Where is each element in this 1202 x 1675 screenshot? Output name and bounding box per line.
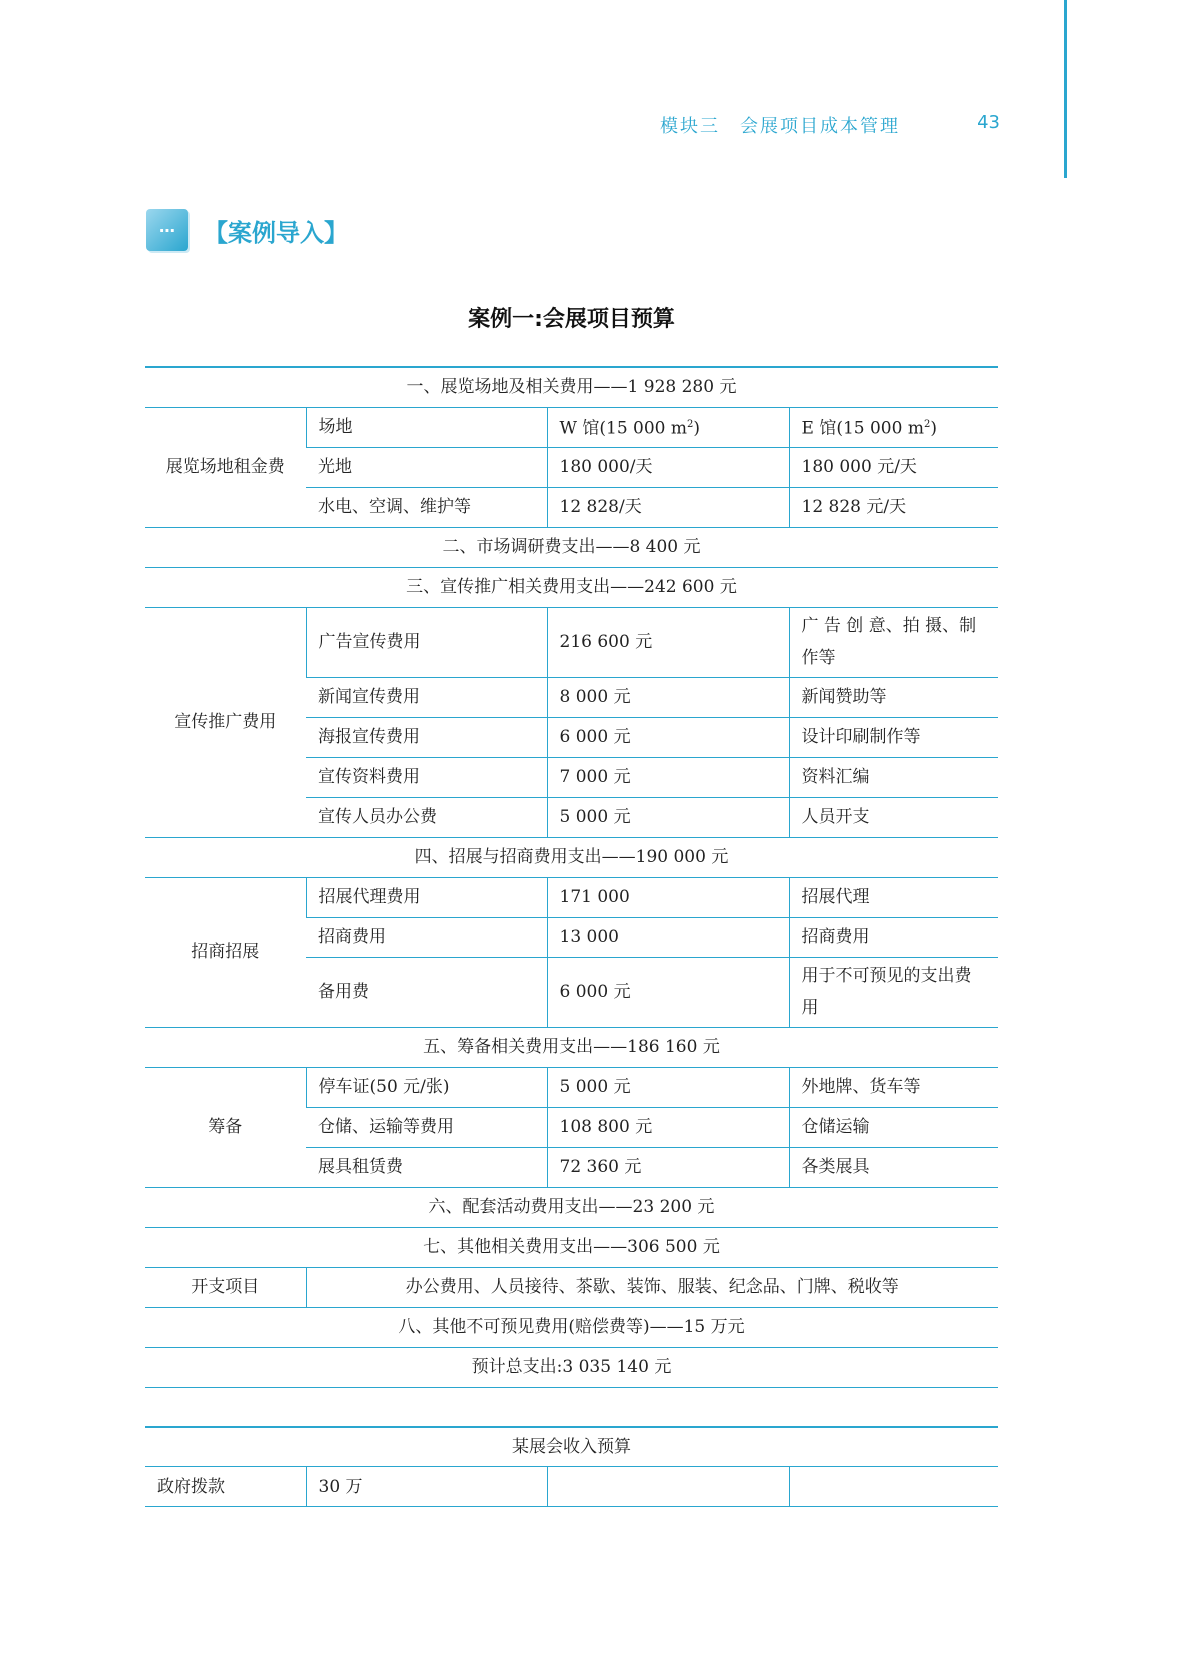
item-cell: 光地: [306, 447, 547, 487]
table-row: [145, 407, 998, 447]
document-title: 案例一:会展项目预算: [468, 307, 675, 332]
section-row: [145, 1347, 998, 1387]
amount-cell: 7 000 元: [547, 757, 789, 797]
section-row: [145, 1027, 998, 1067]
item-cell: 宣传资料费用: [306, 757, 547, 797]
e-hall-cell: 12 828 元/天: [789, 487, 998, 527]
page-edge-line: [1064, 0, 1067, 178]
item-cell: 停车证(50 元/张): [306, 1067, 547, 1107]
item-cell: 政府拨款: [145, 1467, 306, 1507]
item-cell: 场地: [306, 407, 547, 447]
e-hall-cell: E 馆(15 000 $m^2$): [789, 407, 998, 447]
group-label: 筹备: [145, 1067, 306, 1187]
amount-cell: 6 000 元: [547, 717, 789, 757]
amount-cell: 13 000: [547, 917, 789, 957]
section-other: 七、其他相关费用支出——306 500 元: [145, 1227, 998, 1267]
section-row: [145, 1427, 998, 1467]
page-number: 43: [977, 112, 1000, 133]
group-label: 招商招展: [145, 877, 306, 1027]
expense-content: 办公费用、人员接待、茶歇、装饰、服装、纪念品、门牌、税收等: [306, 1267, 998, 1307]
amount-cell: 5 000 元: [547, 1067, 789, 1107]
section-venue: 一、展览场地及相关费用——1 928 280 元: [145, 367, 998, 407]
amount-cell: 171 000: [547, 877, 789, 917]
table-row: [145, 877, 998, 917]
section-row: [145, 1187, 998, 1227]
item-cell: 新闻宣传费用: [306, 677, 547, 717]
note-cell: 招展代理: [789, 877, 998, 917]
income-table: [145, 1426, 998, 1507]
case-intro-icon: ⋯: [146, 209, 188, 251]
note-cell: 资料汇编: [789, 757, 998, 797]
table-row: [145, 607, 998, 677]
group-label: 宣传推广费用: [145, 607, 306, 837]
section-promo: 三、宣传推广相关费用支出——242 600 元: [145, 567, 998, 607]
case-intro-heading: [146, 208, 348, 252]
amount-cell: 30 万: [306, 1467, 547, 1507]
total-row: 预计总支出:3 035 140 元: [145, 1347, 998, 1387]
blank-row: [145, 1387, 998, 1427]
empty-cell: [789, 1467, 998, 1507]
section-row: [145, 1307, 998, 1347]
item-cell: 宣传人员办公费: [306, 797, 547, 837]
note-cell: 外地牌、货车等: [789, 1067, 998, 1107]
amount-cell: 216 600 元: [547, 607, 789, 677]
section-invest: 四、招展与招商费用支出——190 000 元: [145, 837, 998, 877]
item-cell: 招商费用: [306, 917, 547, 957]
note-cell: 用于不可预见的支出费用: [789, 957, 998, 1027]
table-row: [145, 1267, 998, 1307]
empty-cell: [547, 1467, 789, 1507]
item-cell: 广告宣传费用: [306, 607, 547, 677]
section-activities: 六、配套活动费用支出——23 200 元: [145, 1187, 998, 1227]
note-cell: 新闻赞助等: [789, 677, 998, 717]
note-cell: 设计印刷制作等: [789, 717, 998, 757]
section-research: 二、市场调研费支出——8 400 元: [145, 527, 998, 567]
note-cell: 广 告 创 意、拍 摄、制作等: [789, 607, 998, 677]
amount-cell: 8 000 元: [547, 677, 789, 717]
note-cell: 各类展具: [789, 1147, 998, 1187]
amount-cell: 108 800 元: [547, 1107, 789, 1147]
budget-table: [145, 366, 998, 1428]
table-row: [145, 1067, 998, 1107]
w-hall-cell: 180 000/天: [547, 447, 789, 487]
amount-cell: 5 000 元: [547, 797, 789, 837]
e-hall-cell: 180 000 元/天: [789, 447, 998, 487]
item-cell: 仓储、运输等费用: [306, 1107, 547, 1147]
case-intro-label: 【案例导入】: [204, 218, 348, 247]
amount-cell: 6 000 元: [547, 957, 789, 1027]
item-cell: 招展代理费用: [306, 877, 547, 917]
w-hall-cell: 12 828/天: [547, 487, 789, 527]
item-cell: 展具租赁费: [306, 1147, 547, 1187]
section-row: [145, 367, 998, 407]
blank-cell: [145, 1387, 998, 1427]
section-row: [145, 837, 998, 877]
group-label: 展览场地租金费: [145, 407, 306, 527]
income-title: 某展会收入预算: [145, 1427, 998, 1467]
section-row: [145, 1227, 998, 1267]
w-hall-cell: W 馆(15 000 $m^2$): [547, 407, 789, 447]
section-unforeseen: 八、其他不可预见费用(赔偿费等)——15 万元: [145, 1307, 998, 1347]
section-prep: 五、筹备相关费用支出——186 160 元: [145, 1027, 998, 1067]
module-title: 模块三 会展项目成本管理: [660, 116, 900, 137]
section-row: [145, 567, 998, 607]
item-cell: 水电、空调、维护等: [306, 487, 547, 527]
item-cell: 备用费: [306, 957, 547, 1027]
expense-label: 开支项目: [145, 1267, 306, 1307]
note-cell: 仓储运输: [789, 1107, 998, 1147]
section-row: [145, 527, 998, 567]
amount-cell: 72 360 元: [547, 1147, 789, 1187]
table-row: [145, 1467, 998, 1507]
note-cell: 招商费用: [789, 917, 998, 957]
item-cell: 海报宣传费用: [306, 717, 547, 757]
note-cell: 人员开支: [789, 797, 998, 837]
